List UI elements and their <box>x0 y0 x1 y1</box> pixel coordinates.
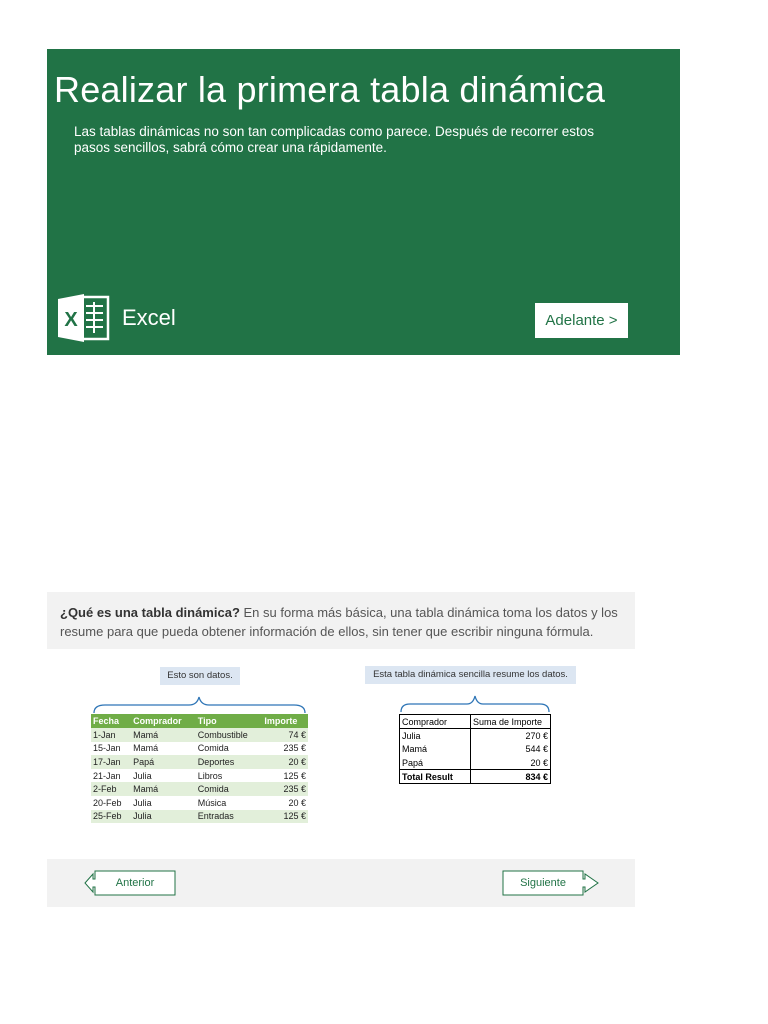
cell-importe: 20 € <box>262 755 308 769</box>
cell-importe: 125 € <box>262 810 308 824</box>
pivot-cell-comprador: Julia <box>400 729 471 743</box>
cell-comprador: Julia <box>131 810 196 824</box>
cell-tipo: Comida <box>196 742 263 756</box>
pivot-cell-comprador: Mamá <box>400 743 471 756</box>
cell-fecha: 20-Feb <box>91 796 131 810</box>
cell-comprador: Julia <box>131 796 196 810</box>
excel-logo-icon <box>56 293 112 343</box>
cell-comprador: Julia <box>131 769 196 783</box>
header-cell: Tipo <box>196 714 263 728</box>
cell-comprador: Mamá <box>131 742 196 756</box>
pivot-header-row <box>400 715 551 729</box>
data-table <box>91 714 308 823</box>
anterior-label: Anterior <box>115 877 155 889</box>
header-cell: Comprador <box>131 714 196 728</box>
cell-tipo: Música <box>196 796 263 810</box>
data-table-header-row <box>91 714 308 728</box>
intro-question: ¿Qué es una tabla dinámica? <box>60 605 240 620</box>
data-brace-icon <box>93 696 306 714</box>
cell-fecha: 2-Feb <box>91 782 131 796</box>
navigation-bar <box>47 859 635 907</box>
intro-banner <box>47 49 680 355</box>
table-row <box>91 796 308 810</box>
table-row <box>91 782 308 796</box>
data-callout: Esto son datos. <box>160 667 240 685</box>
pivot-cell-suma: 544 € <box>525 744 548 755</box>
cell-fecha: 15-Jan <box>91 742 131 756</box>
cell-importe: 235 € <box>262 782 308 796</box>
pivot-header-cell: Suma de Importe <box>471 715 551 729</box>
pivot-cell-comprador: Papá <box>400 756 471 770</box>
pivot-row <box>400 756 551 770</box>
banner-title: Realizar la primera tabla dinámica <box>54 69 606 110</box>
excel-wordmark: Excel <box>122 305 176 330</box>
cell-importe: 235 € <box>262 742 308 756</box>
pivot-total-value: 834 € <box>471 770 551 784</box>
header-cell: Importe <box>262 714 308 728</box>
pivot-row <box>400 743 551 756</box>
cell-fecha: 21-Jan <box>91 769 131 783</box>
cell-fecha: 1-Jan <box>91 728 131 742</box>
table-row <box>91 742 308 756</box>
intro-paragraph <box>60 603 625 641</box>
cell-importe: 125 € <box>262 769 308 783</box>
siguiente-label: Siguiente <box>520 877 566 889</box>
pivot-row <box>400 729 551 743</box>
cell-tipo: Libros <box>196 769 263 783</box>
table-row <box>91 769 308 783</box>
pivot-brace-icon <box>400 695 550 713</box>
cell-comprador: Mamá <box>131 782 196 796</box>
siguiente-button[interactable] <box>502 870 600 896</box>
svg-text:X: X <box>64 309 78 331</box>
cell-tipo: Combustible <box>196 728 263 742</box>
pivot-cell-suma: 270 € <box>525 730 548 741</box>
pivot-total-label: Total Result <box>400 770 471 784</box>
cell-tipo: Entradas <box>196 810 263 824</box>
table-row <box>91 728 308 742</box>
pivot-total-row <box>400 770 551 784</box>
header-cell: Fecha <box>91 714 131 728</box>
table-row <box>91 810 308 824</box>
cell-comprador: Papá <box>131 755 196 769</box>
cell-importe: 20 € <box>262 796 308 810</box>
anterior-button[interactable] <box>84 870 176 896</box>
pivot-cell-suma: 20 € <box>530 757 548 768</box>
table-row <box>91 755 308 769</box>
intro-question-bar <box>47 592 635 649</box>
pivot-table <box>399 714 551 784</box>
cell-comprador: Mamá <box>131 728 196 742</box>
cell-fecha: 25-Feb <box>91 810 131 824</box>
pivot-callout: Esta tabla dinámica sencilla resume los datos. <box>365 666 576 684</box>
cell-fecha: 17-Jan <box>91 755 131 769</box>
adelante-button[interactable]: Adelante > <box>535 303 628 338</box>
banner-subtitle: Las tablas dinámicas no son tan complicadas como parece. Después de recorrer estos pasos sencillos, sabrá cómo crear una rápidamente. <box>74 124 595 155</box>
cell-tipo: Deportes <box>196 755 263 769</box>
cell-importe: 74 € <box>262 728 308 742</box>
cell-tipo: Comida <box>196 782 263 796</box>
pivot-header-cell: Comprador <box>400 715 471 729</box>
intro-text: En su forma más básica, una tabla dinámica toma los datos y los resume para que pueda obtener información de ellos, sin tener que escribir ninguna fórmula. <box>60 605 618 639</box>
